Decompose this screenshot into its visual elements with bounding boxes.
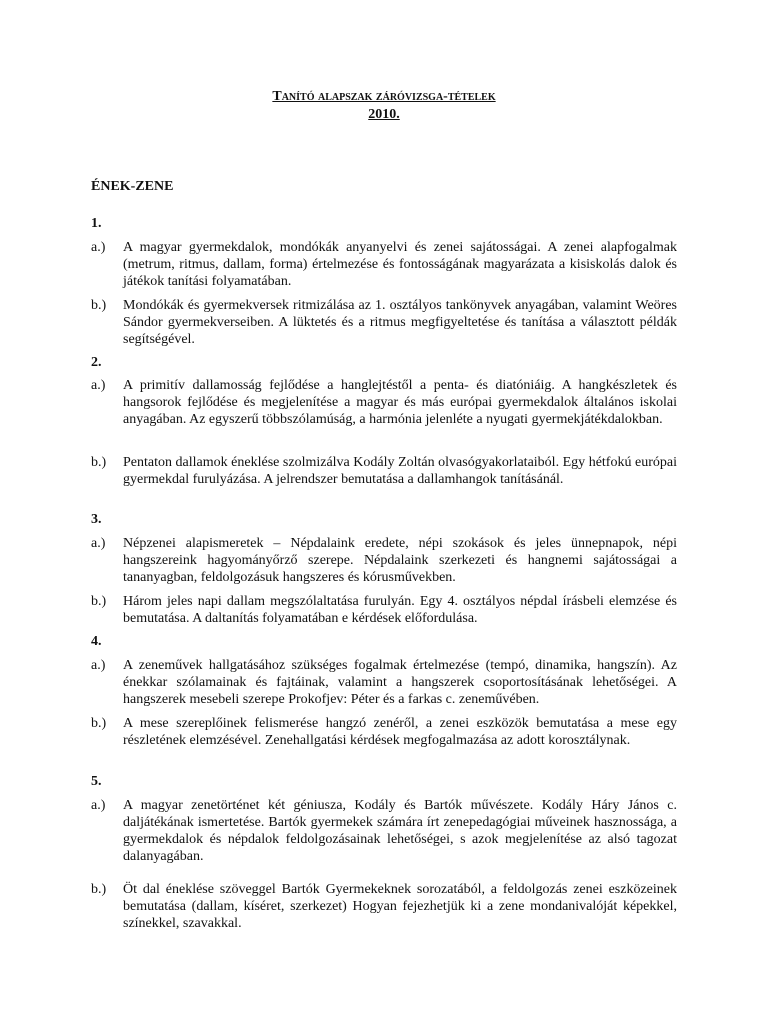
item-label: a.) — [91, 658, 106, 673]
topic-item — [91, 593, 677, 627]
item-label: b.) — [91, 455, 107, 470]
item-label: b.) — [91, 594, 107, 609]
topic-item — [91, 377, 677, 428]
topic-number: 1. — [91, 216, 102, 231]
topic-number: 4. — [91, 634, 102, 649]
topic-item — [91, 715, 677, 749]
topic-item — [91, 239, 677, 290]
item-text: Népzenei alapismeretek – Népdalaink eredete, népi szokások és jeles ünnepnapok, népi hangszereink hagyományőrző szerepe. Népdalaink szerkezeti és hangnemi sajátosságai a tananyagban, feldolgozásuk hangszeres és kórusművekben. — [123, 536, 677, 585]
item-text: Mondókák és gyermekversek ritmizálása az 1. osztályos tankönyvek anyagában, valamint Weöres Sándor gyermekverseiben. A lüktetés és a ritmus megfigyeltetése és tanítása a választott példák segítségével. — [123, 298, 677, 347]
item-text: A magyar zenetörténet két géniusza, Kodály és Bartók művészete. Kodály Háry János c. daljátékának ismertetése. Bartók gyermekek számára írt zenepedagógiai műveinek hasznossága, a gyermekdalok és népdalok feldolgozásainak lehetőségei, s azok megjelenítése az alsó tagozat dalanyagában. — [123, 798, 677, 864]
document-year: 2010. — [368, 107, 400, 122]
topic-number: 2. — [91, 355, 102, 370]
item-label: a.) — [91, 798, 106, 813]
topic-item — [91, 881, 677, 932]
section-title: ÉNEK-ZENE — [91, 179, 174, 194]
item-text: Pentaton dallamok éneklése szolmizálva Kodály Zoltán olvasógyakorlataiból. Egy hétfokú európai gyermekdal furulyázása. A jelrendszer bemutatása a dallamhangok tanításánál. — [123, 455, 677, 487]
item-text: A magyar gyermekdalok, mondókák anyanyelvi és zenei sajátosságai. A zenei alapfogalmak (metrum, ritmus, dallam, forma) értelmezése és fontosságának magyarázata a kisiskolás dalok és játékok tanítási folyamatában. — [123, 240, 677, 289]
topic-item — [91, 535, 677, 586]
topic-number: 5. — [91, 774, 102, 789]
document-title: Tanító alapszak záróvizsga-tételek — [272, 89, 496, 104]
item-text: Három jeles napi dallam megszólaltatása furulyán. Egy 4. osztályos népdal írásbeli elemzése és bemutatása. A daltanítás folyamatában e kérdések előfordulása. — [123, 594, 677, 626]
topic-item — [91, 297, 677, 348]
item-text: Öt dal éneklése szöveggel Bartók Gyermekeknek sorozatából, a feldolgozás zenei eszközeinek bemutatása (dallam, kíséret, szerkezet) Hogyan fejezhetjük ki a zene mondanivalóját képekkel, színekkel, szavakkal. — [123, 882, 677, 931]
item-label: b.) — [91, 298, 107, 313]
item-label: a.) — [91, 536, 106, 551]
item-label: a.) — [91, 240, 106, 255]
item-label: b.) — [91, 716, 107, 731]
topic-item — [91, 454, 677, 488]
topic-item — [91, 657, 677, 708]
item-text: A zeneművek hallgatásához szükséges fogalmak értelmezése (tempó, dinamika, hangszín). Az énekkar szólamainak és fajtáinak, valamint a hangszerek csoportosításának lehetőségei. A hangszerek mesebeli szerepe Prokofjev: Péter és a farkas c. zeneművében. — [123, 658, 677, 707]
topic-item — [91, 797, 677, 865]
item-text: A mese szereplőinek felismerése hangzó zenéről, a zenei eszközök bemutatása a mese egy részletének elemzésével. Zenehallgatási kérdések megfogalmazása az adott korosztálynak. — [123, 716, 677, 748]
item-text: A primitív dallamosság fejlődése a hanglejtéstől a penta- és diatóniáig. A hangkészletek és hangsorok fejlődése és megjelenítése a magyar és más európai gyermekdalok általános iskolai anyagában. Az egyszerű többszólamúság, a harmónia jelenléte a nyugati gyermekjátékdalokban. — [123, 378, 677, 427]
item-label: b.) — [91, 882, 107, 897]
item-label: a.) — [91, 378, 106, 393]
topic-number: 3. — [91, 512, 102, 527]
